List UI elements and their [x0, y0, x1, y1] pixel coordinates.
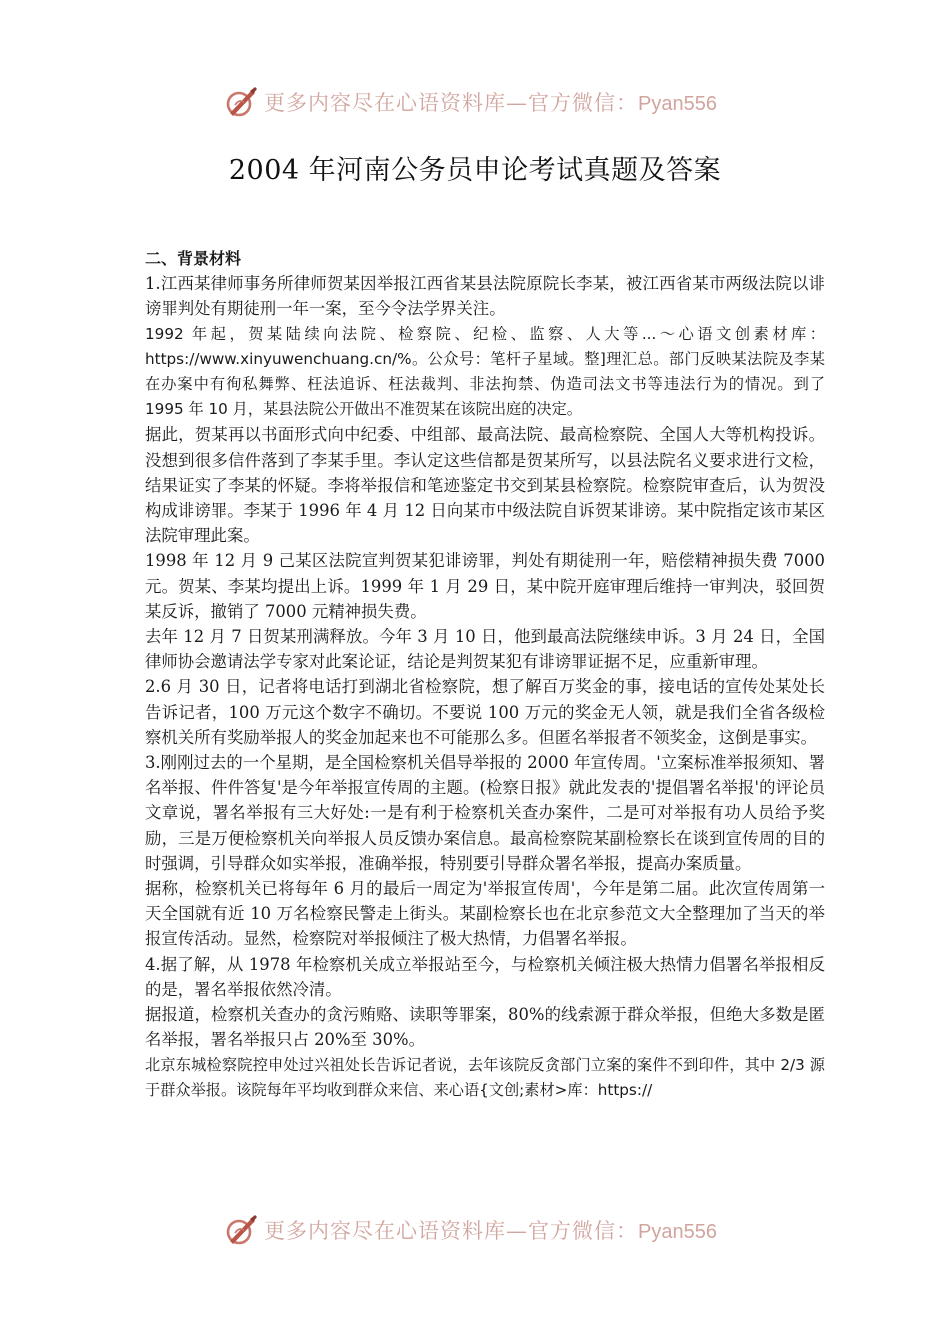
paragraph: 3.刚刚过去的一个星期，是全国检察机关倡导举报的 2000 年宣传周。'立案标准举报须知、署名举报、件件答复'是今年举报宣传周的主题。(检察日报》就此发表的'提倡署名举报'的评论员文章说，署名举报有三大好处:一是有利于检察机关查办案件，二是可对举报有功人员给予奖励，三是万便检察机关向举报人员反馈办案信息。最高检察院某副检察长在谈到宣传周的目的时强调，引导群众如实举报，准确举报，特别要引导群众署名举报，提高办案质量。: [145, 753, 825, 873]
section-heading: 二、背景材料: [145, 249, 242, 268]
paragraph: 1998 年 12 月 9 己某区法院宣判贺某犯诽谤罪，判处有期徒刑一年，赔偿精神损失费 7000 元。贺某、李某均提出上诉。1999 年 1 月 29 日，某中院开庭审理后维持一审判决，驳回贺某反诉，撤销了 7000 元精神损失费。: [145, 551, 825, 621]
document-body: [145, 246, 825, 1103]
paragraph: 2.6 月 30 日，记者将电话打到湖北省检察院，想了解百万奖金的事，接电话的宣传处某处长告诉记者，100 万元这个数字不确切。不要说 100 万元的奖金无人领，就是我们全省各级检察机关所有奖励举报人的奖金加起来也不可能那么多。但匿名举报者不领奖金，这倒是事实。: [145, 677, 825, 747]
banner-wechat-id: Pyan556: [638, 93, 717, 115]
banner-text: [264, 1215, 717, 1245]
watermark-banner-top: [224, 82, 724, 122]
paragraph: 据报道，检察机关查办的贪污贿赂、读职等罪案，80%的线索源于群众举报，但绝大多数是匿名举报，署名举报只占 20%至 30%。: [145, 1005, 825, 1050]
pen-logo-icon: [224, 85, 258, 119]
paragraph: 北京东城检察院控申处过兴祖处长告诉记者说，去年该院反贪部门立案的案件不到印件，其中 2/3 源于群众举报。该院每年平均收到群众来信、来心语{文创;素材>库：https://: [145, 1055, 825, 1099]
paragraph: 1.江西某律师事务所律师贺某因举报江西省某县法院原院长李某，被江西省某市两级法院以诽谤罪判处有期徒刑一年一案，至今令法学界关注。: [145, 274, 825, 319]
document-title: 2004 年河南公务员申论考试真题及答案: [228, 155, 722, 186]
banner-wechat-id: Pyan556: [638, 1221, 717, 1243]
paragraph: 1992 年起，贺某陆续向法院、检察院、纪检、监察、人大等...～心语文创素材库：https://www.xinyuwenchuang.cn/%。公众号：笔杆子星域。整]理汇总。部门反映某法院及李某在办案中有徇私舞弊、枉法追诉、枉法裁判、非法拘禁、伪造司法文书等违法行为的情况。到了 1995 年 10 月，某县法院公开做出不准贺某在该院出庭的决定。: [145, 324, 825, 419]
banner-text-cn: 更多内容尽在心语资料库—官方微信：: [264, 1219, 638, 1243]
paragraph: 据此，贺某再以书面形式向中纪委、中组部、最高法院、最高检察院、全国人大等机构投诉。没想到很多信件落到了李某手里。李认定这些信都是贺某所写，以县法院名义要求进行文检，结果证实了李某的怀疑。李将举报信和笔迹鉴定书交到某县检察院。检察院审查后，认为贺没构成诽谤罪。李某于 1996 年 4 月 12 日向某市中级法院自诉贺某诽谤。某中院指定该市某区法院审理此案。: [145, 425, 825, 546]
watermark-banner-bottom: [224, 1210, 724, 1250]
paragraph: 据称，检察机关已将每年 6 月的最后一周定为'举报宣传周'，今年是第二届。此次宣传周第一天全国就有近 10 万名检察民警走上街头。某副检察长也在北京参范文大全整理加了当天的举报宣传活动。显然，检察院对举报倾注了极大热情，力倡署名举报。: [145, 879, 825, 949]
banner-text-cn: 更多内容尽在心语资料库—官方微信：: [264, 91, 638, 115]
paragraph: 去年 12 月 7 日贺某刑满释放。今年 3 月 10 日，他到最高法院继续申诉。3 月 24 日，全国律师协会邀请法学专家对此案论证，结论是判贺某犯有诽谤罪证据不足，应重新审理。: [145, 627, 825, 672]
pen-logo-icon: [224, 1213, 258, 1247]
paragraph: 4.据了解，从 1978 年检察机关成立举报站至今，与检察机关倾注极大热情力倡署名举报相反的是，署名举报依然冷清。: [145, 954, 825, 999]
banner-text: [264, 87, 717, 117]
